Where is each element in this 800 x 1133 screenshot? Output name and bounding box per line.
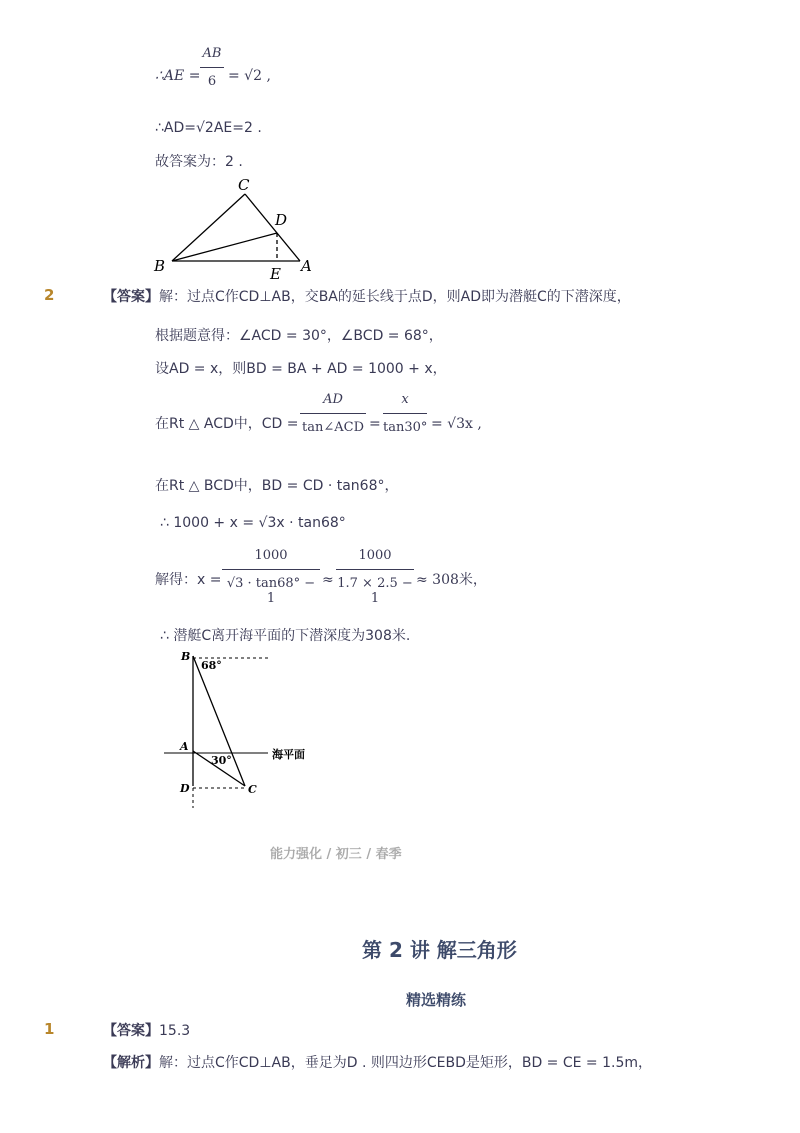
question-number: 1 <box>44 1020 55 1038</box>
q1-answer-line <box>103 1021 190 1041</box>
label-b: B <box>181 650 191 663</box>
q2-line7-pre: 解得：x = <box>155 572 222 588</box>
q1-analysis-text: 解：过点C作CD⊥AB，垂足为D . 则四边形CEBD是矩形，BD = CE = 1.5m， <box>159 1055 653 1071</box>
label-b: B <box>154 257 166 275</box>
ae-fraction-denominator: 6 <box>207 74 217 89</box>
label-a: A <box>301 257 312 275</box>
q2-line4-mid: = <box>369 416 381 432</box>
q2-line7-fraction2 <box>336 548 414 606</box>
fraction-numerator: x <box>401 392 409 407</box>
ae-fraction-numerator: AB <box>202 46 222 61</box>
angle-30-label: 30° <box>211 754 232 767</box>
triangle-figure <box>150 175 320 285</box>
q2-line2: 根据题意得：∠ACD = 30°，∠BCD = 68°， <box>155 328 443 344</box>
fraction-bar <box>300 413 366 414</box>
q2-line4-fraction1 <box>300 392 366 435</box>
label-c: C <box>238 176 250 194</box>
q2-line4-post: = √3x , <box>431 416 482 432</box>
fraction-numerator: AD <box>323 392 343 407</box>
lesson-title: 第 2 讲 解三角形 <box>362 938 517 962</box>
label-e: E <box>270 265 281 283</box>
fraction-bar <box>383 413 427 414</box>
q2-line4-pre: 在Rt △ ACD中，CD = <box>155 416 299 432</box>
fraction-numerator: 1000 <box>358 548 392 563</box>
fraction-bar <box>200 67 224 68</box>
q2-line4-fraction2 <box>383 392 427 435</box>
page-footer: 能力强化 / 初三 / 春季 <box>270 847 402 862</box>
angle-68-label: 68° <box>201 659 222 672</box>
q2-answer-line <box>103 287 631 307</box>
ae-fraction <box>200 46 224 89</box>
sea-level-label: 海平面 <box>272 748 305 761</box>
q2-line1: 解：过点C作CD⊥AB，交BA的延长线于点D，则AD即为潜艇C的下潜深度， <box>159 289 631 305</box>
q2-line6: ∴ 1000 + x = √3x · tan68° <box>160 515 346 531</box>
q1-answer-value: 15.3 <box>159 1023 191 1039</box>
fraction-denominator: 1.7 × 2.5 − 1 <box>337 576 413 606</box>
fraction-numerator: 1000 <box>254 548 288 563</box>
label-c: C <box>248 783 257 796</box>
fraction-bar <box>336 569 414 570</box>
section-title: 精选精练 <box>406 991 467 1009</box>
analysis-tag: 【解析】 <box>103 1055 159 1071</box>
label-a: A <box>180 740 189 753</box>
ae-rhs: = √2 , <box>228 68 271 84</box>
q1-analysis-line <box>103 1053 652 1073</box>
label-d: D <box>180 782 190 795</box>
ad-line: ∴AD=√2AE=2 . <box>155 120 262 136</box>
submarine-figure <box>160 648 335 813</box>
q2-line5: 在Rt △ BCD中，BD = CD · tan68°， <box>155 478 399 494</box>
question-number: 2 <box>44 286 55 304</box>
q2-line7-mid: ≈ <box>322 572 334 588</box>
label-d: D <box>275 211 288 229</box>
q2-line8: ∴ 潜艇C离开海平面的下潜深度为308米. <box>160 628 411 644</box>
answer-line: 故答案为：2 . <box>155 154 243 170</box>
answer-tag: 【答案】 <box>103 1023 159 1039</box>
answer-tag: 【答案】 <box>103 289 159 305</box>
q2-line7-post: ≈ 308米， <box>416 572 487 588</box>
q2-line7-fraction1 <box>222 548 320 606</box>
ae-lhs: ∴AE = <box>155 68 201 84</box>
q2-line3: 设AD = x，则BD = BA + AD = 1000 + x， <box>155 361 447 377</box>
fraction-denominator: tan30° <box>383 420 428 435</box>
fraction-denominator: √3 · tan68° − 1 <box>226 576 316 606</box>
fraction-denominator: tan∠ACD <box>302 420 364 435</box>
fraction-bar <box>222 569 320 570</box>
